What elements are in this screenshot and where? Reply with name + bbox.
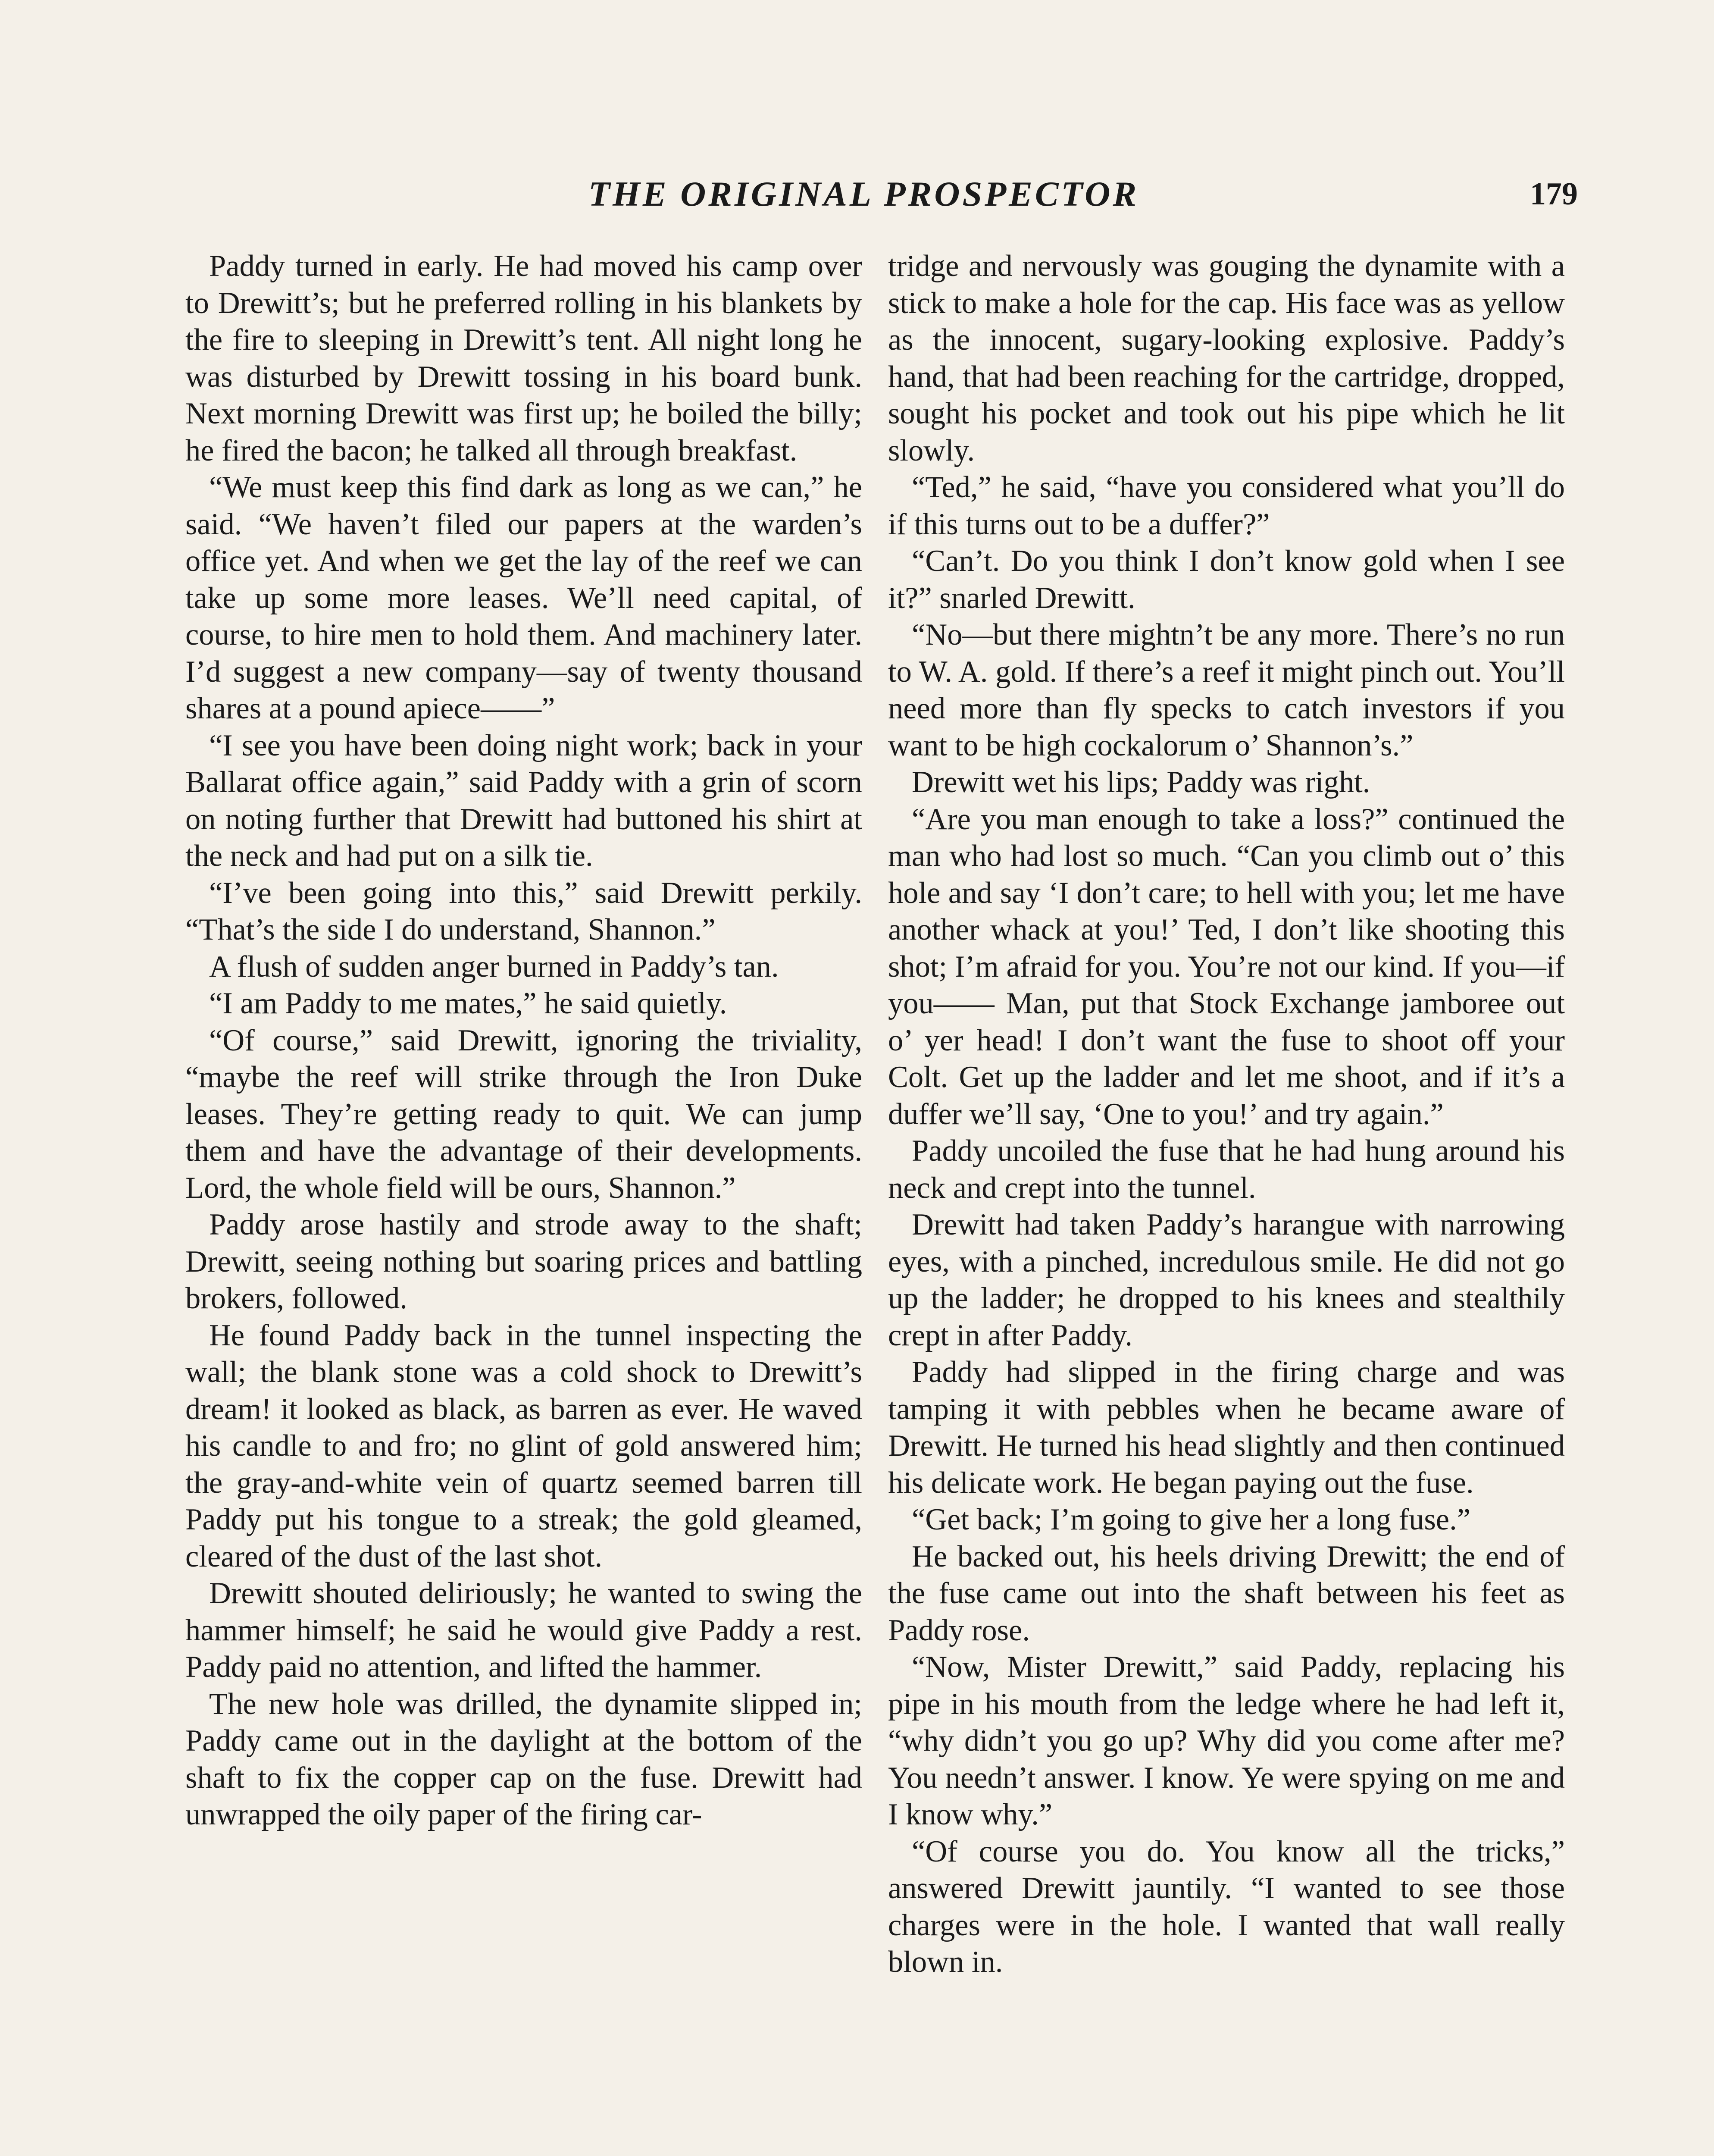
paragraph: He backed out, his heels driving Drewitt; the end of the fuse came out into the shaft between his feet as Paddy rose. [888, 1539, 1565, 1647]
paragraph: “I’ve been going into this,” said Drewitt perkily. “That’s the side I do understand, Shannon.” [185, 876, 862, 946]
paragraph: “No—but there mightn’t be any more. There’s no run to W. A. gold. If there’s a reef it might pinch out. You’ll need more than fly specks to catch investors if you want to be high cockalorum o’ Shannon’s.” [888, 618, 1565, 762]
paragraph: He found Paddy back in the tunnel inspecting the wall; the blank stone was a cold shock to Drewitt’s dream! it looked as black, as barren as ever. He waved his candle to and fro; no glint of gold answered him; the gray-and-white vein of quartz seemed barren till Paddy put his tongue to a streak; the gold gleamed, cleared of the dust of the last shot. [185, 1318, 862, 1573]
paragraph: Paddy arose hastily and strode away to the shaft; Drewitt, seeing nothing but soaring prices and battling brokers, followed. [185, 1208, 862, 1315]
paragraph: A flush of sudden anger burned in Paddy’s tan. [209, 950, 779, 984]
paragraph: “Of course you do. You know all the tricks,” answered Drewitt jauntily. “I wanted to see those charges were in the hole. I wanted that wall really blown in. [888, 1834, 1565, 1979]
paragraph: Paddy turned in early. He had moved his camp over to Drewitt’s; but he preferred rolling in his blankets by the fire to sleeping in Drewitt’s tent. All night long he was disturbed by Drewitt tossing in his board bunk. Next morning Drewitt was first up; he boiled the billy; he fired the bacon; he talked all through breakfast. [185, 249, 862, 467]
paragraph: “Of course,” said Drewitt, ignoring the triviality, “maybe the reef will strike through the Iron Duke leases. They’re getting ready to quit. We can jump them and have the advantage of their developments. Lord, the whole field will be ours, Shannon.” [185, 1023, 862, 1205]
paragraph: Drewitt wet his lips; Paddy was right. [912, 765, 1370, 799]
paragraph: “I am Paddy to me mates,” he said quietly. [209, 987, 727, 1020]
paragraph: Drewitt shouted deliriously; he wanted to swing the hammer himself; he said he would give Paddy a rest. Paddy paid no attention, and lifted the hammer. [185, 1576, 862, 1684]
paragraph: “Ted,” he said, “have you considered what you’ll do if this turns out to be a duffer?” [888, 470, 1565, 541]
paragraph: Paddy had slipped in the firing charge and was tamping it with pebbles when he became aware of Drewitt. He turned his head slightly and then continued his delicate work. He began paying out the fuse. [888, 1355, 1565, 1500]
paragraph: “We must keep this find dark as long as we can,” he said. “We haven’t filed our papers at the warden’s office yet. And when we get the lay of the reef we can take up some more leases. We’ll need capital, of course, to hire men to hold them. And machinery later. I’d suggest a new company—say of twenty thousand shares at a pound apiece——” [185, 470, 862, 725]
continued-paragraph: tridge and nervously was gouging the dynamite with a stick to make a hole for the cap. His face was as yellow as the innocent, sugary-looking explosive. Paddy’s hand, that had been reaching for the cartridge, dropped, sought his pocket and took out his pipe which he lit slowly. [888, 249, 1565, 467]
right-column [888, 248, 1565, 1981]
paragraph: Paddy uncoiled the fuse that he had hung around his neck and crept into the tunnel. [888, 1134, 1565, 1205]
paragraph: Drewitt had taken Paddy’s harangue with narrowing eyes, with a pinched, incredulous smile. He did not go up the ladder; he dropped to his knees and stealthily crept in after Paddy. [888, 1208, 1565, 1352]
page-header [181, 170, 1578, 226]
running-title: THE ORIGINAL PROSPECTOR [588, 174, 1139, 213]
page-number: 179 [1530, 176, 1578, 212]
paragraph: “Can’t. Do you think I don’t know gold when I see it?” snarled Drewitt. [888, 544, 1565, 615]
paragraph: “Get back; I’m going to give her a long fuse.” [912, 1503, 1470, 1536]
paragraph: The new hole was drilled, the dynamite slipped in; Paddy came out in the daylight at the bottom of the shaft to fix the copper cap on the fuse. Drewitt had unwrapped the oily paper of the firing car- [185, 1687, 862, 1831]
paragraph: “I see you have been doing night work; back in your Ballarat office again,” said Paddy with a grin of scorn on noting further that Drewitt had buttoned his shirt at the neck and had put on a silk tie. [185, 728, 862, 873]
paragraph: “Are you man enough to take a loss?” continued the man who had lost so much. “Can you climb out o’ this hole and say ‘I don’t care; to hell with you; let me have another whack at you!’ Ted, I don’t like shooting this shot; I’m afraid for you. You’re not our kind. If you—if you—— Man, put that Stock Exchange jamboree out o’ yer head! I don’t want the fuse to shoot off your Colt. Get up the ladder and let me shoot, and if it’s a duffer we’ll say, ‘One to you!’ and try again.” [888, 802, 1565, 1131]
left-column [185, 248, 862, 1833]
paragraph: “Now, Mister Drewitt,” said Paddy, replacing his pipe in his mouth from the ledge where he had left it, “why didn’t you go up? Why did you come after me? You needn’t answer. I know. Ye were spying on me and I know why.” [888, 1650, 1565, 1831]
